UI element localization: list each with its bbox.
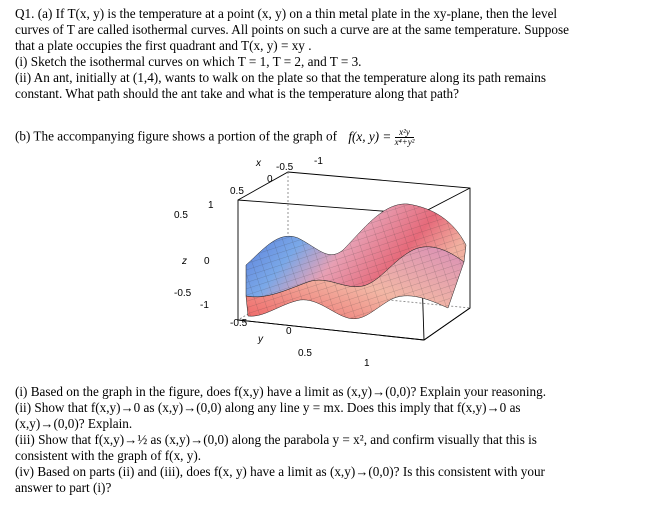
part-b-intro-text: (b) The accompanying figure shows a portion of the graph of (15, 128, 338, 144)
part-a-line-5: (ii) An ant, initially at (1,4), wants to walk on the plate so that the temperature along its path remains (15, 70, 547, 85)
question-ii-line-2: (x,y)→(0,0)? Explain. (15, 416, 133, 431)
part-a-line-1: Q1. (a) If T(x, y) is the temperature at a point (x, y) on a thin metal plate in the xy-plane, then the level (15, 6, 558, 21)
question-iii-line-2: consistent with the graph of f(x, y). (15, 448, 202, 463)
x-tick-half: 0.5 (230, 186, 244, 197)
fraction-denominator: x⁴+y² (394, 137, 415, 147)
surface (246, 204, 466, 319)
y-tick-one: 1 (364, 358, 370, 369)
y-tick-neg-half: -0.5 (230, 318, 248, 329)
function-name: f(x, y) = (348, 128, 392, 144)
x-tick-zero: 0 (267, 174, 273, 185)
y-tick-half: 0.5 (298, 348, 312, 359)
part-a-line-2: curves of T are called isothermal curves. All points on such a curve are at the same temperature. Suppose (15, 22, 569, 37)
x-tick-neg-one: -1 (314, 156, 323, 167)
z-tick-neg-half: -0.5 (174, 288, 192, 299)
z-axis-label: z (182, 256, 187, 267)
question-iv-line-2: answer to part (i)? (15, 480, 112, 495)
question-iii-line-1: (iii) Show that f(x,y)→½ as (x,y)→(0,0) along the parabola y = x², and confirm visually that this is (15, 432, 537, 447)
part-a-line-4: (i) Sketch the isothermal curves on which T = 1, T = 2, and T = 3. (15, 54, 362, 69)
z-tick-zero: 0 (204, 256, 210, 267)
part-a-line-6: constant. What path should the ant take and what is the temperature along that path? (15, 86, 459, 101)
z-tick-neg-one: -1 (200, 300, 209, 311)
y-axis-label: y (258, 334, 263, 345)
surface-plot-figure (168, 150, 520, 388)
part-a-line-3: that a plate occupies the first quadrant and T(x, y) = xy . (15, 38, 312, 53)
fraction-numerator: x²y (395, 128, 415, 138)
x-axis-label: x (256, 158, 261, 169)
question-ii-line-1: (ii) Show that f(x,y)→0 as (x,y)→(0,0) along any line y = mx. Does this imply that f(x,y)→0 as (15, 400, 521, 415)
x-tick-neg-half: -0.5 (276, 162, 294, 173)
z-tick-half: 0.5 (174, 210, 188, 221)
question-i: (i) Based on the graph in the figure, does f(x,y) have a limit as (x,y)→(0,0)? Explain your reasoning. (15, 384, 547, 399)
part-a-text (15, 6, 640, 102)
part-b-intro (15, 128, 640, 147)
y-tick-zero: 0 (286, 326, 292, 337)
function-fraction (395, 128, 415, 147)
questions (15, 384, 640, 496)
z-tick-one: 1 (208, 200, 214, 211)
question-iv-line-1: (iv) Based on parts (ii) and (iii), does f(x, y) have a limit as (x,y)→(0,0)? Is this consistent with your (15, 464, 545, 479)
